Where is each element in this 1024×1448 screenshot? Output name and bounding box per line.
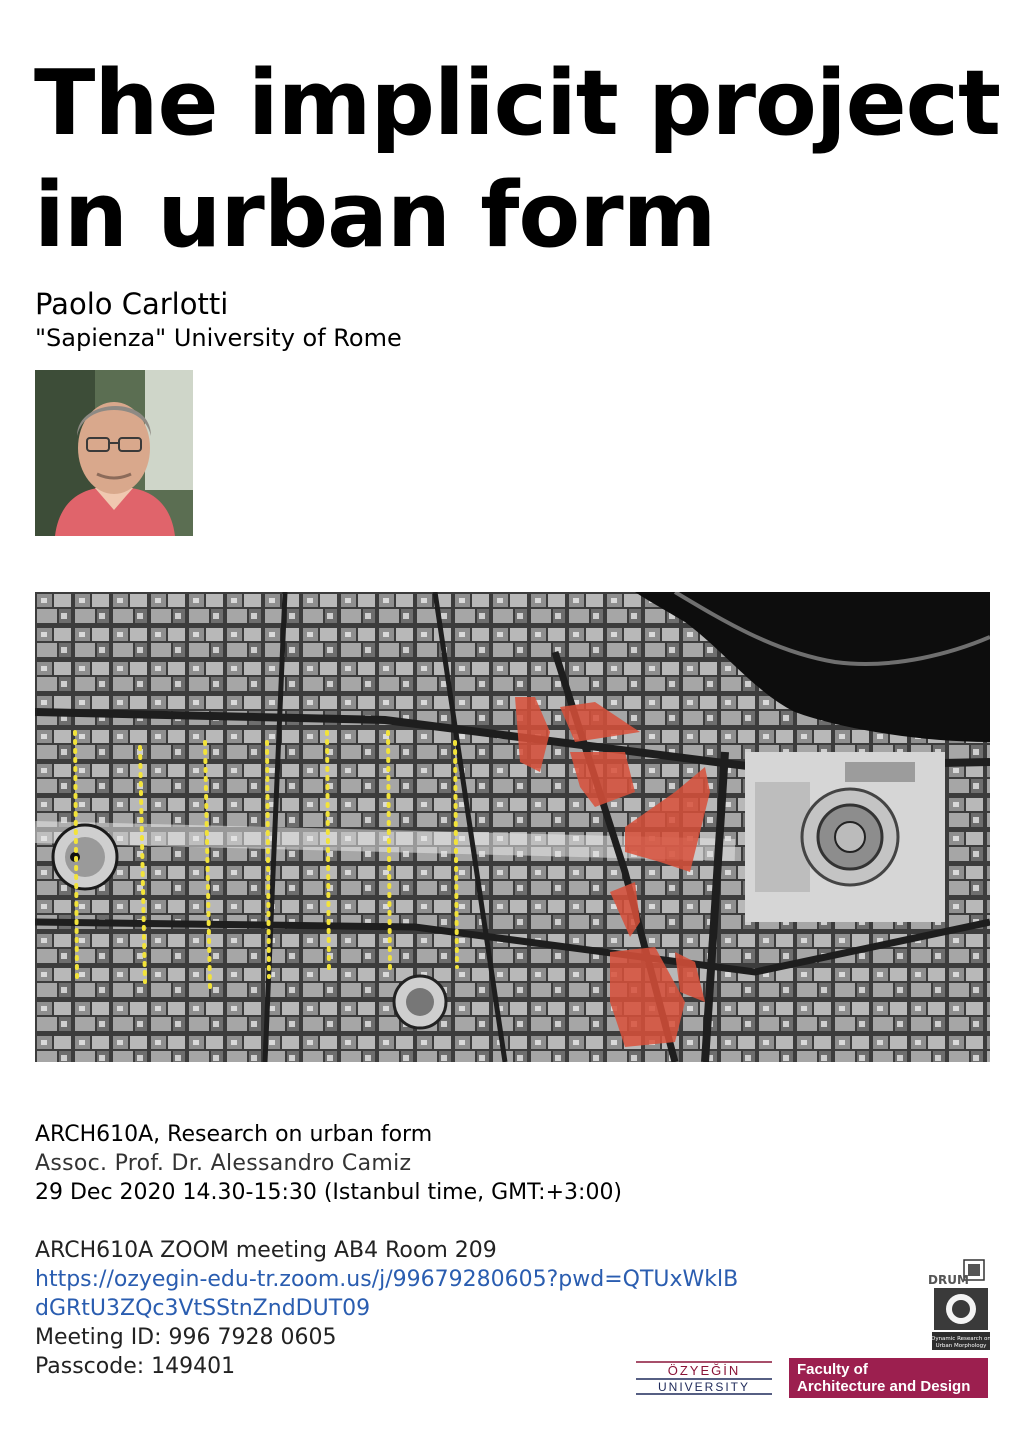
drum-name: DRUM [928,1273,969,1287]
speaker-portrait [35,370,193,536]
title-line-2: in urban form [34,163,716,268]
speaker-name: Paolo Carlotti [35,287,229,321]
zoom-info [35,1236,738,1381]
title-line-1: The implicit project [34,51,1001,156]
poster-title [34,48,1000,272]
zoom-link-line-1[interactable]: https://ozyegin-edu-tr.zoom.us/j/99679280605?pwd=QTUxWklB [35,1267,739,1292]
instructor-name: Assoc. Prof. Dr. Alessandro Camiz [35,1151,412,1176]
course-title: ARCH610A, Research on urban form [35,1122,433,1147]
passcode: Passcode: 149401 [35,1354,236,1379]
ozyegin-university: UNIVERSITY [657,1380,751,1394]
zoom-link-line-2[interactable]: dGRtU3ZQc3VtSStnZndDUT09 [35,1296,371,1321]
drum-subtitle-1: Dynamic Research on [931,1336,990,1342]
event-date: 29 Dec 2020 14.30-15:30 (Istanbul time, GMT:+3:00) [35,1180,623,1205]
faculty-line-1: Faculty of [797,1361,868,1378]
ozyegin-name: ÖZYEĞİN [667,1363,741,1378]
faculty-logo [789,1358,988,1398]
faculty-line-2: Architecture and Design [797,1378,971,1395]
ozyegin-university-logo [636,1358,772,1396]
drum-subtitle-2: Urban Morphology [935,1343,987,1349]
drum-logo [928,1256,990,1352]
event-info [35,1120,622,1207]
urban-aerial-map [35,592,990,1062]
zoom-meeting-title: ARCH610A ZOOM meeting AB4 Room 209 [35,1238,497,1263]
speaker-affiliation: "Sapienza" University of Rome [35,324,402,352]
zoom-link[interactable] [35,1265,738,1323]
meeting-id: Meeting ID: 996 7928 0605 [35,1325,337,1350]
